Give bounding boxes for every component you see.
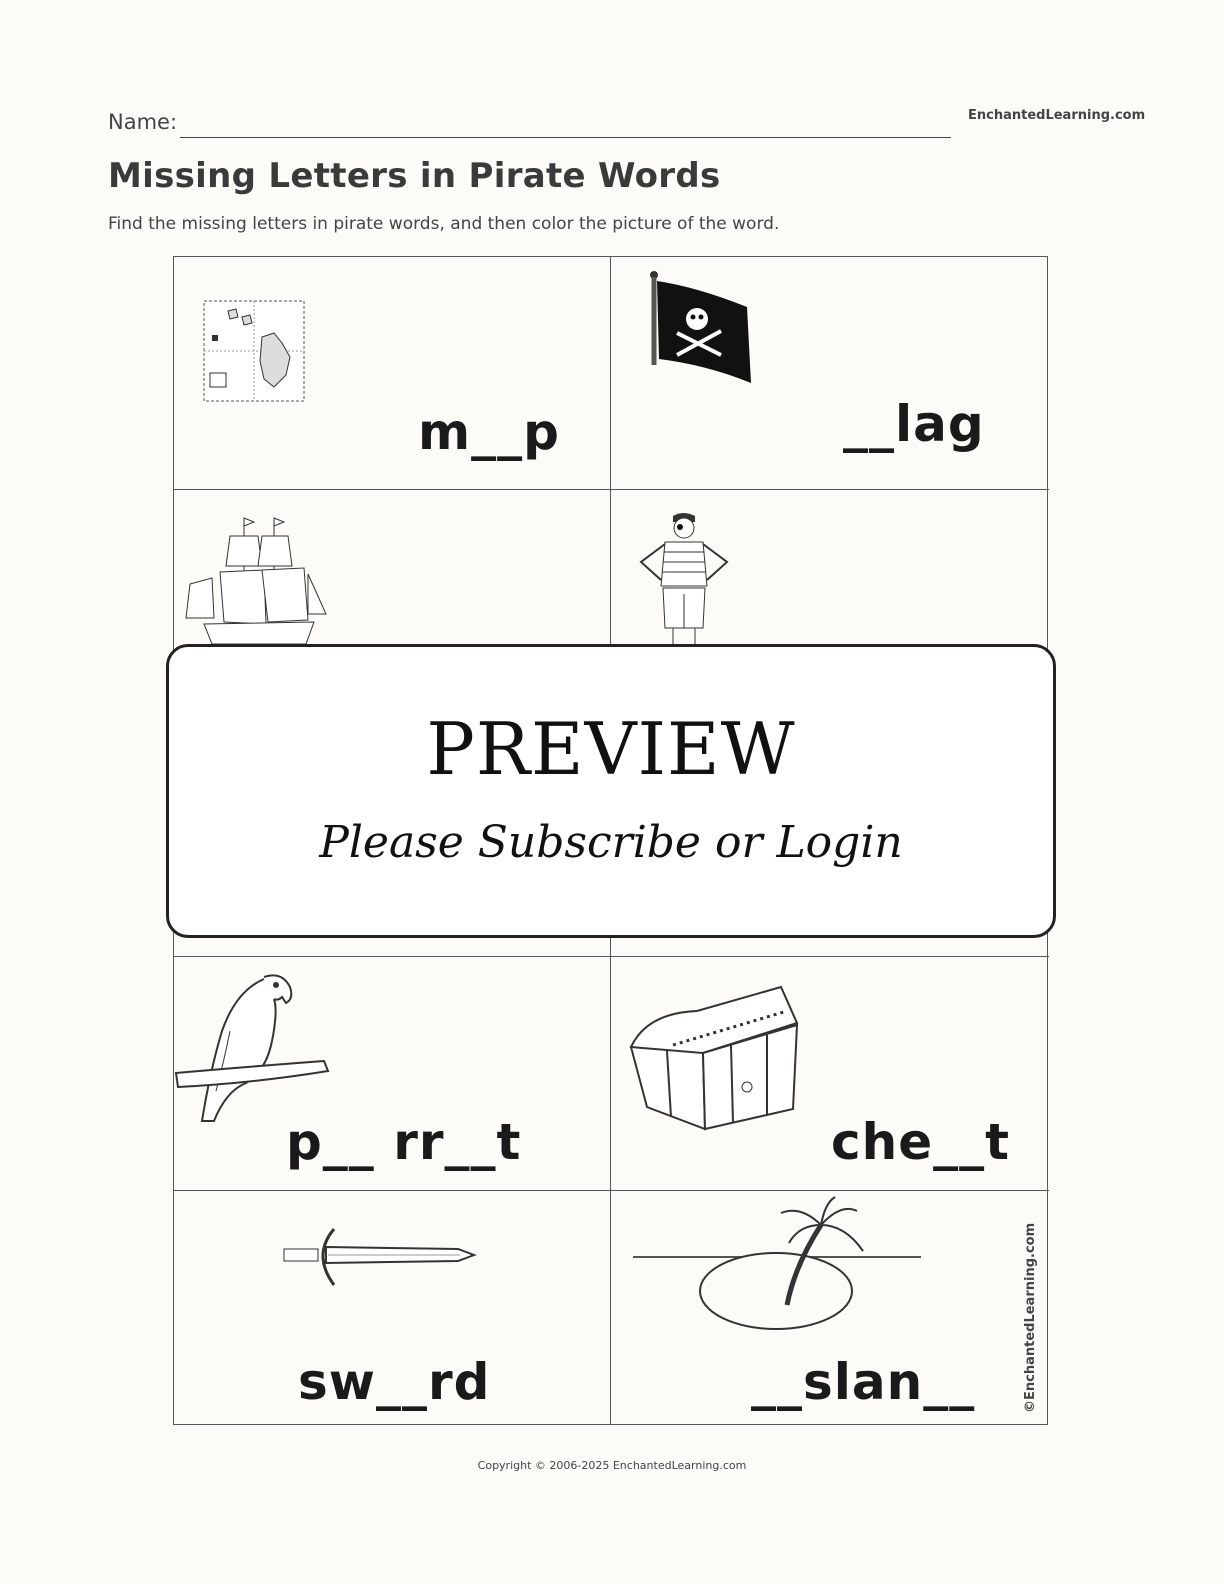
name-line <box>180 137 951 138</box>
map-icon <box>202 297 314 407</box>
sword-icon <box>282 1227 478 1287</box>
word-parrot: p__ rr__t <box>286 1113 522 1172</box>
word-island: __slan__ <box>751 1352 976 1411</box>
preview-overlay[interactable] <box>166 644 1056 938</box>
cell-sword <box>174 1191 611 1424</box>
preview-subtitle[interactable]: Please Subscribe or Login <box>319 817 903 868</box>
instructions: Find the missing letters in pirate words, and then color the picture of the word. <box>108 214 780 234</box>
cell-map <box>174 257 611 490</box>
cell-chest <box>611 957 1049 1190</box>
word-map: m__p <box>418 403 560 461</box>
island-icon <box>631 1195 931 1331</box>
cell-island <box>611 1191 1049 1424</box>
word-chest: che__t <box>831 1113 1011 1172</box>
word-sword: sw__rd <box>298 1352 491 1411</box>
parrot-icon <box>174 971 334 1127</box>
cell-flag <box>611 257 1049 490</box>
footer-copyright: Copyright © 2006-2025 EnchantedLearning.com <box>477 1459 747 1472</box>
name-label: Name: <box>108 110 178 134</box>
site-tag[interactable]: EnchantedLearning.com <box>968 108 1146 123</box>
preview-title: PREVIEW <box>426 707 796 791</box>
vertical-copyright: ©EnchantedLearning.com <box>1023 1222 1038 1413</box>
word-flag: __lag <box>843 395 985 453</box>
pirate-icon <box>637 510 733 644</box>
cell-parrot <box>174 957 611 1190</box>
treasure-chest-icon <box>627 983 801 1131</box>
pirate-flag-icon <box>647 269 759 389</box>
ship-icon <box>184 514 334 644</box>
page-title: Missing Letters in Pirate Words <box>108 156 721 196</box>
